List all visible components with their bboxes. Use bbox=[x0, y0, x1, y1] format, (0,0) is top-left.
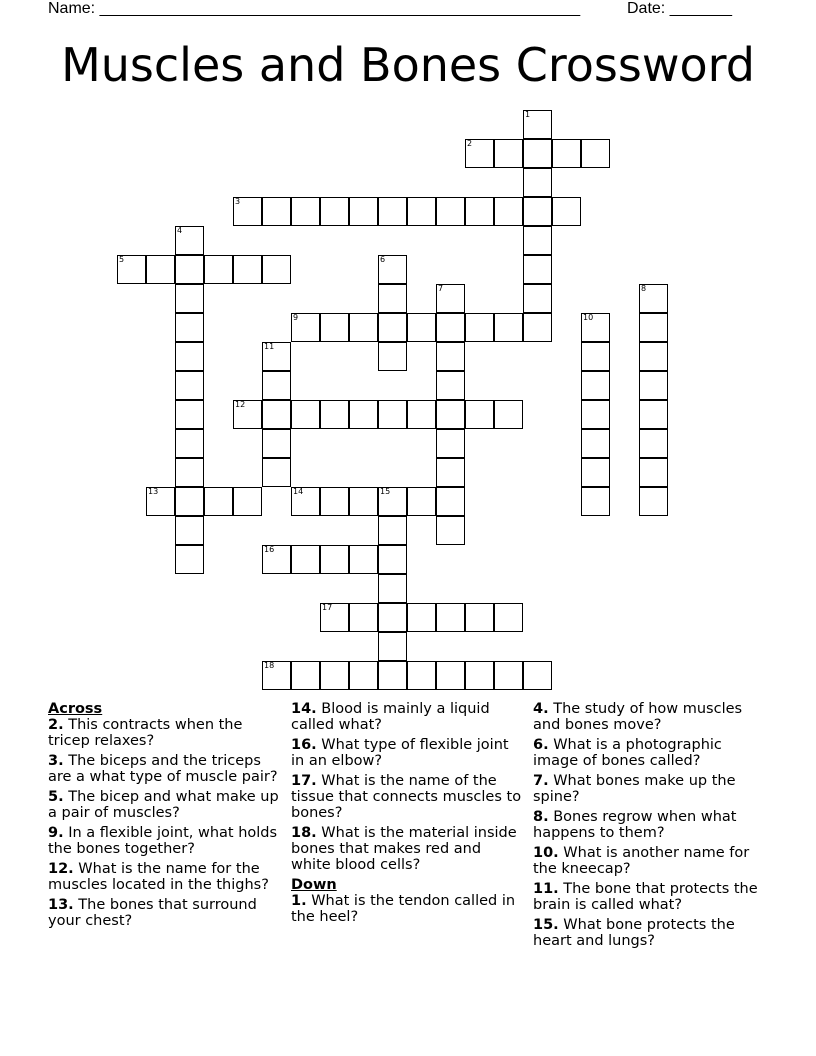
grid-cell[interactable] bbox=[407, 400, 436, 429]
grid-cell[interactable] bbox=[581, 313, 610, 342]
grid-cell[interactable] bbox=[378, 574, 407, 603]
grid-cell[interactable] bbox=[407, 313, 436, 342]
grid-cell[interactable] bbox=[639, 458, 668, 487]
clue-number: 7. bbox=[533, 773, 549, 789]
grid-cell[interactable] bbox=[349, 400, 378, 429]
grid-cell[interactable] bbox=[320, 400, 349, 429]
grid-cell[interactable] bbox=[436, 429, 465, 458]
clue bbox=[533, 737, 769, 769]
grid-cell[interactable] bbox=[436, 400, 465, 429]
clue bbox=[533, 809, 769, 841]
grid-cell[interactable] bbox=[349, 661, 378, 690]
clue bbox=[291, 893, 523, 925]
clue-number: 12 bbox=[235, 400, 246, 409]
across-heading: Across bbox=[48, 701, 103, 717]
grid-cell[interactable] bbox=[552, 197, 581, 226]
clue-number: 10 bbox=[583, 313, 594, 322]
grid-cell[interactable] bbox=[175, 226, 204, 255]
grid-cell[interactable] bbox=[291, 400, 320, 429]
clue-number: 3. bbox=[48, 753, 64, 769]
grid-cell[interactable] bbox=[233, 255, 262, 284]
grid-cell[interactable] bbox=[291, 661, 320, 690]
clue-number: 10. bbox=[533, 845, 559, 861]
grid-cell[interactable] bbox=[378, 487, 407, 516]
grid-cell[interactable] bbox=[378, 400, 407, 429]
grid-cell[interactable] bbox=[523, 313, 552, 342]
clue bbox=[48, 753, 280, 785]
clue-number: 11 bbox=[264, 342, 275, 351]
grid-cell[interactable] bbox=[494, 139, 523, 168]
clue-number: 4 bbox=[177, 226, 183, 235]
clue-number: 13. bbox=[48, 897, 74, 913]
grid-cell[interactable] bbox=[175, 545, 204, 574]
grid-cell[interactable] bbox=[204, 487, 233, 516]
grid-cell[interactable] bbox=[349, 197, 378, 226]
grid-cell[interactable] bbox=[175, 342, 204, 371]
grid-cell[interactable] bbox=[349, 603, 378, 632]
clue-text: Blood is mainly a liquid called what? bbox=[291, 701, 490, 733]
grid-cell[interactable] bbox=[494, 197, 523, 226]
clue bbox=[533, 845, 769, 877]
grid-cell[interactable] bbox=[349, 313, 378, 342]
grid-cell[interactable] bbox=[262, 197, 291, 226]
grid-cell[interactable] bbox=[407, 487, 436, 516]
grid-cell[interactable] bbox=[378, 661, 407, 690]
grid-cell[interactable] bbox=[494, 603, 523, 632]
grid-cell[interactable] bbox=[233, 487, 262, 516]
clue-number: 9. bbox=[48, 825, 64, 841]
grid-cell[interactable] bbox=[494, 400, 523, 429]
grid-cell[interactable] bbox=[378, 342, 407, 371]
grid-cell[interactable] bbox=[378, 313, 407, 342]
clues-column-3 bbox=[533, 701, 769, 953]
clue-number: 17. bbox=[291, 773, 317, 789]
grid-cell[interactable] bbox=[262, 255, 291, 284]
grid-cell[interactable] bbox=[465, 313, 494, 342]
clue bbox=[291, 737, 523, 769]
grid-cell[interactable] bbox=[262, 545, 291, 574]
clue-number: 12. bbox=[48, 861, 74, 877]
clue bbox=[48, 789, 280, 821]
grid-cell[interactable] bbox=[320, 487, 349, 516]
clue bbox=[533, 881, 769, 913]
grid-cell[interactable] bbox=[523, 284, 552, 313]
date-field-label: Date: _______ bbox=[627, 0, 732, 17]
clue-text: What is the tendon called in the heel? bbox=[291, 893, 516, 925]
grid-cell[interactable] bbox=[494, 313, 523, 342]
clue-text: What is the material inside bones that makes red and white blood cells? bbox=[291, 825, 517, 873]
clue bbox=[48, 825, 280, 857]
grid-cell[interactable] bbox=[436, 197, 465, 226]
grid-cell[interactable] bbox=[639, 400, 668, 429]
clue-number: 15 bbox=[380, 487, 391, 496]
grid-cell[interactable] bbox=[320, 661, 349, 690]
grid-cell[interactable] bbox=[581, 342, 610, 371]
grid-cell[interactable] bbox=[117, 255, 146, 284]
clue-number: 18. bbox=[291, 825, 317, 841]
grid-cell[interactable] bbox=[639, 371, 668, 400]
clue-text: What is the name of the tissue that connects muscles to bones? bbox=[291, 773, 522, 821]
clue-text: The bicep and what make up a pair of muscles? bbox=[48, 789, 279, 821]
clue bbox=[533, 701, 769, 733]
down-heading: Down bbox=[291, 877, 337, 893]
clue-number: 13 bbox=[148, 487, 159, 496]
grid-cell[interactable] bbox=[291, 487, 320, 516]
clue-number: 16 bbox=[264, 545, 275, 554]
grid-cell[interactable] bbox=[146, 487, 175, 516]
clue-text: What type of flexible joint in an elbow? bbox=[291, 737, 509, 769]
grid-cell[interactable] bbox=[175, 255, 204, 284]
clue-number: 2. bbox=[48, 717, 64, 733]
grid-cell[interactable] bbox=[175, 487, 204, 516]
grid-cell[interactable] bbox=[581, 487, 610, 516]
clue-number: 11. bbox=[533, 881, 559, 897]
clue-number: 16. bbox=[291, 737, 317, 753]
grid-cell[interactable] bbox=[436, 603, 465, 632]
grid-cell[interactable] bbox=[639, 429, 668, 458]
clue-number: 1 bbox=[525, 110, 531, 119]
clue-number: 8. bbox=[533, 809, 549, 825]
clue-number: 5 bbox=[119, 255, 125, 264]
grid-cell[interactable] bbox=[523, 197, 552, 226]
grid-cell[interactable] bbox=[436, 371, 465, 400]
clue-text: What is another name for the kneecap? bbox=[533, 845, 750, 877]
clue bbox=[48, 717, 280, 749]
grid-cell[interactable] bbox=[378, 545, 407, 574]
grid-cell[interactable] bbox=[233, 400, 262, 429]
clue bbox=[291, 825, 523, 873]
grid-cell[interactable] bbox=[523, 168, 552, 197]
grid-cell[interactable] bbox=[291, 313, 320, 342]
clue-text: What is the name for the muscles located in the thighs? bbox=[48, 861, 269, 893]
clue-text: The biceps and the triceps are a what type of muscle pair? bbox=[48, 753, 278, 785]
grid-cell[interactable] bbox=[407, 603, 436, 632]
grid-cell[interactable] bbox=[523, 110, 552, 139]
grid-cell[interactable] bbox=[320, 197, 349, 226]
clue-number: 7 bbox=[438, 284, 444, 293]
grid-cell[interactable] bbox=[175, 516, 204, 545]
grid-cell[interactable] bbox=[436, 516, 465, 545]
grid-cell[interactable] bbox=[175, 313, 204, 342]
grid-cell[interactable] bbox=[523, 661, 552, 690]
grid-cell[interactable] bbox=[262, 371, 291, 400]
clue-number: 5. bbox=[48, 789, 64, 805]
clues-column-1 bbox=[48, 701, 280, 933]
grid-cell[interactable] bbox=[436, 284, 465, 313]
grid-cell[interactable] bbox=[262, 458, 291, 487]
clue bbox=[48, 861, 280, 893]
grid-cell[interactable] bbox=[378, 632, 407, 661]
grid-cell[interactable] bbox=[320, 313, 349, 342]
grid-cell[interactable] bbox=[378, 516, 407, 545]
grid-cell[interactable] bbox=[523, 139, 552, 168]
grid-cell[interactable] bbox=[378, 255, 407, 284]
grid-cell[interactable] bbox=[436, 487, 465, 516]
grid-cell[interactable] bbox=[320, 603, 349, 632]
clue-text: This contracts when the tricep relaxes? bbox=[48, 717, 243, 749]
grid-cell[interactable] bbox=[175, 458, 204, 487]
grid-cell[interactable] bbox=[407, 197, 436, 226]
grid-cell[interactable] bbox=[262, 429, 291, 458]
grid-cell[interactable] bbox=[581, 458, 610, 487]
grid-cell[interactable] bbox=[407, 661, 436, 690]
grid-cell[interactable] bbox=[465, 661, 494, 690]
clue-number: 17 bbox=[322, 603, 333, 612]
clue-text: What is a photographic image of bones called? bbox=[533, 737, 722, 769]
clue-number: 2 bbox=[467, 139, 473, 148]
page-title: Muscles and Bones Crossword bbox=[61, 38, 755, 92]
grid-cell[interactable] bbox=[639, 313, 668, 342]
grid-cell[interactable] bbox=[291, 545, 320, 574]
grid-cell[interactable] bbox=[175, 371, 204, 400]
clue-number: 6. bbox=[533, 737, 549, 753]
grid-cell[interactable] bbox=[436, 342, 465, 371]
grid-cell[interactable] bbox=[378, 197, 407, 226]
grid-cell[interactable] bbox=[523, 226, 552, 255]
grid-cell[interactable] bbox=[523, 255, 552, 284]
clue bbox=[291, 701, 523, 733]
clue bbox=[533, 917, 769, 949]
grid-cell[interactable] bbox=[349, 487, 378, 516]
grid-cell[interactable] bbox=[262, 400, 291, 429]
clue-text: The study of how muscles and bones move? bbox=[533, 701, 743, 733]
grid-cell[interactable] bbox=[378, 284, 407, 313]
grid-cell[interactable] bbox=[262, 661, 291, 690]
clue-number: 15. bbox=[533, 917, 559, 933]
grid-cell[interactable] bbox=[581, 139, 610, 168]
grid-cell[interactable] bbox=[320, 545, 349, 574]
grid-cell[interactable] bbox=[175, 429, 204, 458]
grid-cell[interactable] bbox=[552, 139, 581, 168]
clue-number: 14 bbox=[293, 487, 304, 496]
clue-text: The bones that surround your chest? bbox=[48, 897, 257, 929]
clue-number: 4. bbox=[533, 701, 549, 717]
grid-cell[interactable] bbox=[581, 429, 610, 458]
grid-cell[interactable] bbox=[349, 545, 378, 574]
grid-cell[interactable] bbox=[175, 400, 204, 429]
grid-cell[interactable] bbox=[436, 313, 465, 342]
clue-text: The bone that protects the brain is called what? bbox=[533, 881, 758, 913]
clue-text: In a flexible joint, what holds the bones together? bbox=[48, 825, 278, 857]
clue-number: 1. bbox=[291, 893, 307, 909]
grid-cell[interactable] bbox=[436, 661, 465, 690]
grid-cell[interactable] bbox=[639, 284, 668, 313]
grid-cell[interactable] bbox=[146, 255, 175, 284]
clue-number: 6 bbox=[380, 255, 386, 264]
grid-cell[interactable] bbox=[465, 139, 494, 168]
grid-cell[interactable] bbox=[262, 342, 291, 371]
clue-text: Bones regrow when what happens to them? bbox=[533, 809, 737, 841]
clue-number: 18 bbox=[264, 661, 275, 670]
grid-cell[interactable] bbox=[581, 400, 610, 429]
name-field-label: Name: ______________________________________________________ bbox=[48, 0, 581, 17]
clue-number: 3 bbox=[235, 197, 241, 206]
grid-cell[interactable] bbox=[175, 284, 204, 313]
grid-cell[interactable] bbox=[581, 371, 610, 400]
clue bbox=[48, 897, 280, 929]
grid-cell[interactable] bbox=[639, 487, 668, 516]
clue-number: 9 bbox=[293, 313, 299, 322]
grid-cell[interactable] bbox=[291, 197, 320, 226]
grid-cell[interactable] bbox=[378, 603, 407, 632]
clue bbox=[291, 773, 523, 821]
grid-cell[interactable] bbox=[233, 197, 262, 226]
clue-text: What bone protects the heart and lungs? bbox=[533, 917, 735, 949]
clue bbox=[533, 773, 769, 805]
clue-number: 8 bbox=[641, 284, 647, 293]
grid-cell[interactable] bbox=[494, 661, 523, 690]
clue-text: What bones make up the spine? bbox=[533, 773, 736, 805]
clue-number: 14. bbox=[291, 701, 317, 717]
grid-cell[interactable] bbox=[465, 400, 494, 429]
grid-cell[interactable] bbox=[465, 197, 494, 226]
grid-cell[interactable] bbox=[204, 255, 233, 284]
grid-cell[interactable] bbox=[436, 458, 465, 487]
grid-cell[interactable] bbox=[465, 603, 494, 632]
grid-cell[interactable] bbox=[639, 342, 668, 371]
clues-column-2 bbox=[291, 701, 523, 929]
